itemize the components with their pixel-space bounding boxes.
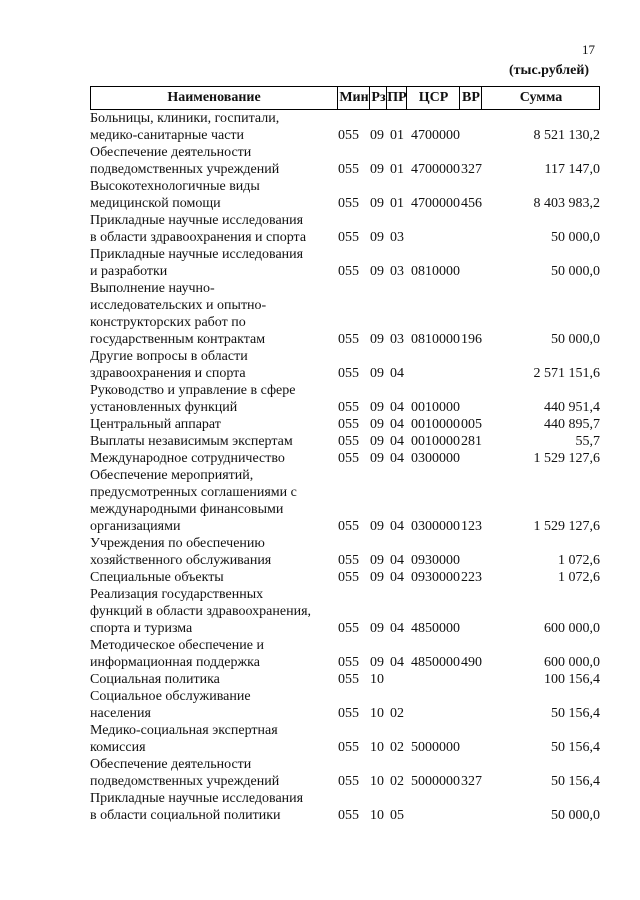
row-min: 055 <box>338 706 359 721</box>
row-pr: 03 <box>390 332 404 347</box>
row-vr: 456 <box>461 196 482 211</box>
row-min: 055 <box>338 740 359 755</box>
row-min: 055 <box>338 570 359 585</box>
row-codes <box>338 705 485 722</box>
row-pr: 04 <box>390 553 404 568</box>
table-body <box>90 110 600 824</box>
row-name: Учреждения по обеспечению хозяйственного обслуживания <box>90 536 272 568</box>
table-row <box>90 416 600 433</box>
table-row <box>90 382 600 416</box>
row-sum: 50 156,4 <box>551 740 600 755</box>
row-codes <box>338 195 485 212</box>
row-csr: 4700000 <box>411 162 460 177</box>
row-codes <box>338 518 485 535</box>
row-min: 055 <box>338 655 359 670</box>
row-codes <box>338 739 485 756</box>
row-sum: 50 156,4 <box>551 774 600 789</box>
header-sum: Сумма <box>481 87 600 109</box>
row-rz: 09 <box>370 230 384 245</box>
row-rz: 09 <box>370 196 384 211</box>
header-min: Мин <box>337 87 370 109</box>
table-row <box>90 569 600 586</box>
row-csr: 4850000 <box>411 655 460 670</box>
row-rz: 10 <box>370 672 384 687</box>
row-csr: 0930000 <box>411 553 460 568</box>
row-name: Социальное обслуживание населения <box>90 689 251 721</box>
row-vr: 196 <box>461 332 482 347</box>
row-name: Прикладные научные исследования в области здравоохранения и спорта <box>90 213 307 245</box>
row-csr: 0930000 <box>411 570 460 585</box>
row-name: Центральный аппарат <box>90 417 221 432</box>
table-row <box>90 348 600 382</box>
row-rz: 10 <box>370 774 384 789</box>
row-pr: 02 <box>390 706 404 721</box>
row-min: 055 <box>338 672 359 687</box>
budget-table <box>90 86 600 824</box>
row-rz: 10 <box>370 706 384 721</box>
row-csr: 0010000 <box>411 417 460 432</box>
row-min: 055 <box>338 417 359 432</box>
row-sum: 50 000,0 <box>551 332 600 347</box>
row-codes <box>338 127 485 144</box>
row-min: 055 <box>338 162 359 177</box>
row-sum: 117 147,0 <box>544 162 600 177</box>
row-name: Выплаты независимым экспертам <box>90 434 293 449</box>
row-csr: 4850000 <box>411 621 460 636</box>
row-sum: 1 072,6 <box>558 570 600 585</box>
row-sum: 1 529 127,6 <box>533 451 600 466</box>
row-min: 055 <box>338 400 359 415</box>
row-rz: 09 <box>370 553 384 568</box>
row-rz: 09 <box>370 128 384 143</box>
row-vr: 123 <box>461 519 482 534</box>
row-pr: 01 <box>390 128 404 143</box>
table-row <box>90 110 600 144</box>
row-csr: 0300000 <box>411 519 460 534</box>
row-codes <box>338 773 485 790</box>
row-csr: 5000000 <box>411 774 460 789</box>
row-sum: 1 529 127,6 <box>533 519 600 534</box>
units-label: (тыс.рублей) <box>509 63 590 78</box>
row-sum: 600 000,0 <box>544 621 600 636</box>
row-codes <box>338 399 485 416</box>
row-rz: 09 <box>370 366 384 381</box>
row-min: 055 <box>338 332 359 347</box>
row-min: 055 <box>338 434 359 449</box>
row-min: 055 <box>338 774 359 789</box>
row-min: 055 <box>338 264 359 279</box>
table-row <box>90 246 600 280</box>
row-min: 055 <box>338 808 359 823</box>
table-row <box>90 433 600 450</box>
row-name: Международное сотрудничество <box>90 451 285 466</box>
row-pr: 04 <box>390 655 404 670</box>
row-pr: 01 <box>390 196 404 211</box>
table-row <box>90 535 600 569</box>
row-name: Обеспечение деятельности подведомственных учреждений <box>90 145 280 177</box>
row-name: Высокотехнологичные виды медицинской помощи <box>90 179 260 211</box>
row-codes <box>338 671 485 688</box>
row-vr: 327 <box>461 162 482 177</box>
row-min: 055 <box>338 366 359 381</box>
row-rz: 09 <box>370 332 384 347</box>
row-sum: 8 403 983,2 <box>533 196 600 211</box>
row-pr: 04 <box>390 417 404 432</box>
row-sum: 50 000,0 <box>551 264 600 279</box>
table-row <box>90 450 600 467</box>
row-csr: 4700000 <box>411 128 460 143</box>
row-pr: 04 <box>390 451 404 466</box>
row-name: Руководство и управление в сфере установленных функций <box>90 383 296 415</box>
row-sum: 50 156,4 <box>551 706 600 721</box>
row-rz: 10 <box>370 740 384 755</box>
row-csr: 0810000 <box>411 332 460 347</box>
row-name: Реализация государственных функций в области здравоохранения, спорта и туризма <box>90 587 312 636</box>
row-codes <box>338 229 485 246</box>
row-codes <box>338 263 485 280</box>
row-name: Прикладные научные исследования в области социальной политики <box>90 791 304 823</box>
row-pr: 05 <box>390 808 404 823</box>
row-name: Социальная политика <box>90 672 220 687</box>
row-sum: 8 521 130,2 <box>533 128 600 143</box>
row-csr: 4700000 <box>411 196 460 211</box>
row-csr: 0010000 <box>411 400 460 415</box>
row-codes <box>338 569 485 586</box>
table-row <box>90 586 600 637</box>
row-min: 055 <box>338 230 359 245</box>
table-row <box>90 144 600 178</box>
row-codes <box>338 807 485 824</box>
row-name: Прикладные научные исследования и разработки <box>90 247 304 279</box>
row-rz: 09 <box>370 400 384 415</box>
row-sum: 1 072,6 <box>558 553 600 568</box>
row-sum: 600 000,0 <box>544 655 600 670</box>
row-codes <box>338 331 485 348</box>
row-name: Больницы, клиники, госпитали, медико-санитарные части <box>90 111 280 143</box>
row-name: Обеспечение деятельности подведомственных учреждений <box>90 757 280 789</box>
row-rz: 09 <box>370 655 384 670</box>
row-vr: 327 <box>461 774 482 789</box>
table-row <box>90 671 600 688</box>
row-codes <box>338 552 485 569</box>
header-rz: Рз <box>369 87 387 109</box>
table-row <box>90 467 600 535</box>
row-rz: 09 <box>370 417 384 432</box>
row-sum: 2 571 151,6 <box>533 366 600 381</box>
row-sum: 55,7 <box>575 434 600 449</box>
row-name: Медико-социальная экспертная комиссия <box>90 723 278 755</box>
row-pr: 04 <box>390 519 404 534</box>
row-rz: 09 <box>370 519 384 534</box>
table-row <box>90 637 600 671</box>
row-csr: 5000000 <box>411 740 460 755</box>
row-rz: 09 <box>370 264 384 279</box>
row-min: 055 <box>338 621 359 636</box>
table-row <box>90 790 600 824</box>
row-rz: 09 <box>370 621 384 636</box>
row-pr: 02 <box>390 740 404 755</box>
page-number: 17 <box>582 42 595 57</box>
row-csr: 0300000 <box>411 451 460 466</box>
row-rz: 09 <box>370 162 384 177</box>
row-rz: 09 <box>370 451 384 466</box>
row-sum: 440 895,7 <box>544 417 600 432</box>
row-name: Специальные объекты <box>90 570 224 585</box>
row-codes <box>338 416 485 433</box>
header-name: Наименование <box>167 90 261 105</box>
row-sum: 100 156,4 <box>544 672 600 687</box>
row-pr: 04 <box>390 621 404 636</box>
row-vr: 223 <box>461 570 482 585</box>
row-sum: 440 951,4 <box>544 400 600 415</box>
row-vr: 490 <box>461 655 482 670</box>
row-pr: 03 <box>390 230 404 245</box>
table-row <box>90 756 600 790</box>
row-csr: 0010000 <box>411 434 460 449</box>
row-min: 055 <box>338 196 359 211</box>
row-rz: 09 <box>370 434 384 449</box>
row-pr: 04 <box>390 570 404 585</box>
header-pr: ПР <box>386 87 407 109</box>
row-min: 055 <box>338 519 359 534</box>
header-vr: ВР <box>459 87 482 109</box>
row-min: 055 <box>338 553 359 568</box>
table-row <box>90 212 600 246</box>
row-pr: 01 <box>390 162 404 177</box>
row-codes <box>338 450 485 467</box>
row-sum: 50 000,0 <box>551 230 600 245</box>
row-vr: 005 <box>461 417 482 432</box>
row-name: Выполнение научно- исследовательских и опытно- конструкторских работ по государственным контрактам <box>90 281 267 347</box>
row-codes <box>338 433 485 450</box>
row-vr: 281 <box>461 434 482 449</box>
table-header <box>90 86 600 110</box>
row-name: Другие вопросы в области здравоохранения и спорта <box>90 349 248 381</box>
row-codes <box>338 654 485 671</box>
row-pr: 04 <box>390 434 404 449</box>
row-csr: 0810000 <box>411 264 460 279</box>
row-codes <box>338 161 485 178</box>
row-min: 055 <box>338 128 359 143</box>
row-pr: 04 <box>390 400 404 415</box>
row-name: Методическое обеспечение и информационная поддержка <box>90 638 264 670</box>
row-name: Обеспечение мероприятий, предусмотренных соглашениями с международными финансовыми организациями <box>90 468 297 534</box>
table-row <box>90 722 600 756</box>
row-pr: 02 <box>390 774 404 789</box>
row-codes <box>338 365 485 382</box>
row-rz: 10 <box>370 808 384 823</box>
table-row <box>90 280 600 348</box>
row-sum: 50 000,0 <box>551 808 600 823</box>
row-codes <box>338 620 485 637</box>
table-row <box>90 178 600 212</box>
header-csr: ЦСР <box>406 87 460 109</box>
row-rz: 09 <box>370 570 384 585</box>
row-pr: 04 <box>390 366 404 381</box>
row-pr: 03 <box>390 264 404 279</box>
table-row <box>90 688 600 722</box>
row-min: 055 <box>338 451 359 466</box>
